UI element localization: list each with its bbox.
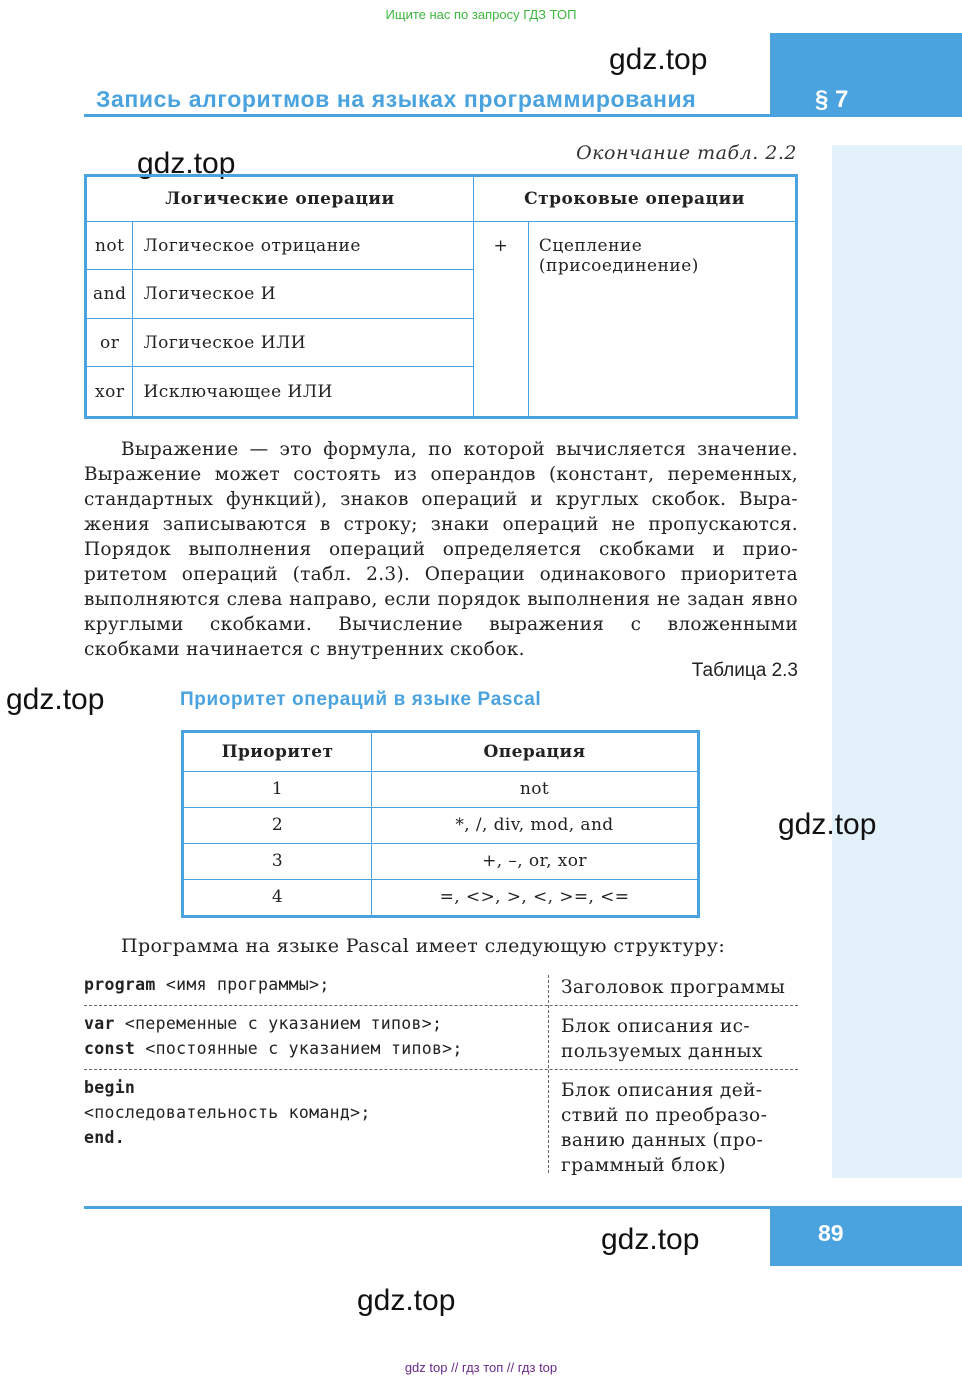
keyword: begin (84, 1078, 136, 1097)
priority-cell: 4 (183, 879, 372, 916)
code-text: <постоянные с указанием типов>; (135, 1039, 463, 1058)
operator-cell: or (86, 318, 133, 366)
column-header: Строковые операции (473, 176, 796, 222)
code-text: <имя программы>; (155, 975, 330, 994)
table-caption: Окончание табл. 2.2 (576, 142, 797, 164)
operations-cell: =, <>, >, <, >=, <= (372, 879, 699, 916)
column-header: Операция (372, 732, 699, 772)
priority-cell: 2 (183, 807, 372, 843)
description-cell: Исключающее ИЛИ (133, 367, 473, 418)
table-row (183, 843, 699, 879)
code-line-end (84, 1128, 125, 1147)
string-desc-line: Сцепление (538, 236, 643, 256)
program-block-desc (561, 1078, 767, 1178)
program-header-desc: Заголовок программы (561, 977, 786, 998)
keyword: const (84, 1039, 136, 1058)
side-margin-strip (832, 145, 962, 1178)
divider (84, 1005, 798, 1006)
watermark: gdz.top (778, 808, 877, 841)
keyword: program (84, 975, 156, 994)
string-desc-line: (присоединение) (538, 256, 699, 276)
code-line-const (84, 1039, 463, 1058)
code-line-program (84, 975, 330, 994)
desc-line: граммный блок) (561, 1155, 727, 1176)
paragraph-text: Выражение — это формула, по которой вычисляется значение. Выражение может состоять из операндов (констант, переменных, стандартных функций), знаков операций и круглых скобок. Выра-жения записываются в строку; знаки операций не пропускаются. Порядок выполнения операций определяется скобками и прио-ритетом операций (табл. 2.3). Операции одинакового приоритета выполняются слева направо, если порядок выполнения не задан явно круглыми скобками. Вычисление выражения с вложенными скобками начинается с внутренних скобок. (84, 439, 798, 660)
paragraph-number: § 7 (815, 86, 849, 113)
desc-line: Блок описания дей- (561, 1080, 763, 1101)
bottom-links[interactable]: gdz top // гдз топ // гдз top (404, 1360, 558, 1375)
operations-cell: *, /, div, mod, and (372, 807, 699, 843)
footer-rule (84, 1206, 774, 1209)
operator-cell: not (86, 222, 133, 270)
watermark: gdz.top (137, 147, 236, 180)
code-line-commands: <последовательность команд>; (84, 1103, 371, 1122)
column-divider (548, 975, 549, 1173)
description-cell: Логическое ИЛИ (133, 318, 473, 366)
table-row (183, 807, 699, 843)
desc-line: Блок описания ис- (561, 1016, 751, 1037)
table-title: Приоритет операций в языке Pascal (180, 689, 542, 710)
watermark: gdz.top (6, 683, 105, 716)
keyword: var (84, 1014, 115, 1033)
desc-line: ствий по преобразо- (561, 1105, 768, 1126)
operations-cell: +, –, or, xor (372, 843, 699, 879)
operator-cell: xor (86, 367, 133, 418)
table-label: Таблица 2.3 (691, 660, 798, 681)
watermark: gdz.top (601, 1223, 700, 1256)
operations-cell: not (372, 772, 699, 808)
page-number-tab (770, 1206, 962, 1266)
description-cell: Логическое отрицание (133, 222, 473, 270)
watermark: gdz.top (357, 1284, 456, 1317)
priority-cell: 3 (183, 843, 372, 879)
desc-line: ванию данных (про- (561, 1130, 764, 1151)
header-rule (84, 114, 774, 117)
watermark: gdz.top (609, 43, 708, 76)
divider (84, 1069, 798, 1070)
table-row (183, 879, 699, 916)
operator-cell: + (473, 222, 528, 418)
table-row (183, 772, 699, 808)
chapter-title: Запись алгоритмов на языках программирования (96, 86, 697, 112)
operations-table (84, 174, 798, 419)
keyword: end. (84, 1128, 125, 1147)
table-row (86, 222, 797, 270)
paragraph-tab (770, 33, 962, 117)
body-paragraph (84, 437, 798, 662)
structure-intro: Программа на языке Pascal имеет следующую структуру: (121, 935, 726, 957)
declaration-block-desc (561, 1014, 763, 1064)
operator-cell: and (86, 270, 133, 318)
code-text: <переменные с указанием типов>; (114, 1014, 443, 1033)
code-line-begin (84, 1078, 135, 1097)
top-search-note: Ищите нас по запросу ГДЗ ТОП (385, 7, 577, 22)
page-number: 89 (818, 1220, 844, 1246)
priority-table (181, 730, 700, 918)
column-header: Логические операции (86, 176, 474, 222)
description-cell (528, 222, 796, 418)
code-line-var (84, 1014, 442, 1033)
description-cell: Логическое И (133, 270, 473, 318)
desc-line: пользуемых данных (561, 1041, 763, 1062)
priority-cell: 1 (183, 772, 372, 808)
column-header: Приоритет (183, 732, 372, 772)
